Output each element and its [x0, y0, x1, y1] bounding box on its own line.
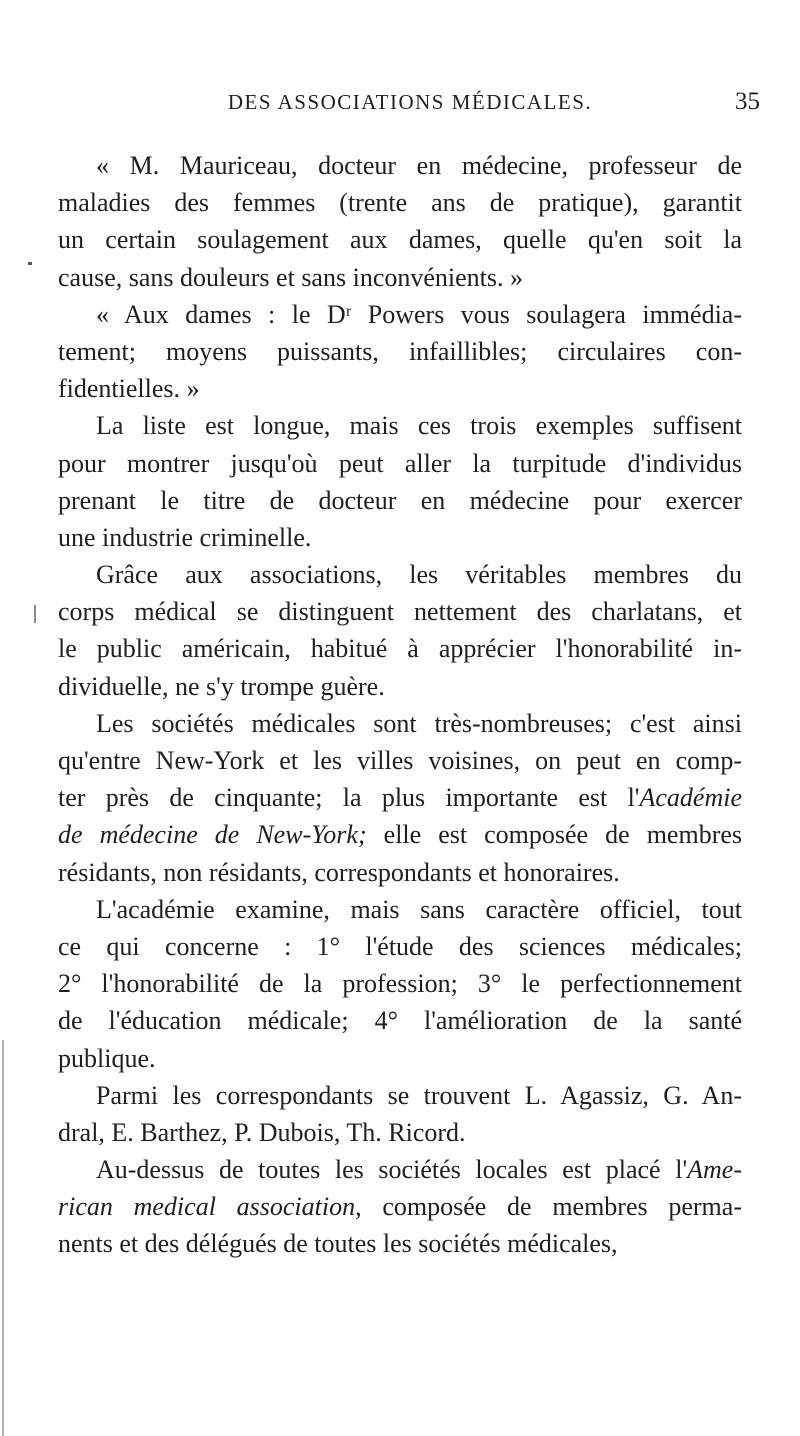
text-run: ce qui concerne : 1° l'étude des sciences médicales;	[58, 931, 742, 961]
text-run: de l'éducation médicale; 4° l'amélioration de la santé	[58, 1006, 742, 1036]
text-line	[58, 370, 742, 407]
running-title: DES ASSOCIATIONS MÉDICALES.	[227, 90, 593, 114]
text-run: Grâce aux associations, les véritables membres du	[96, 560, 742, 590]
text-run: La liste est longue, mais ces trois exemples suffisent	[96, 411, 742, 441]
text-line	[58, 296, 742, 333]
text-run: prenant le titre de docteur en médecine pour exercer	[58, 485, 742, 515]
text-run: elle est composée de membres	[366, 820, 743, 850]
text-run: maladies des femmes (trente ans de pratique), garantit	[58, 188, 742, 218]
text-run: tement; moyens puissants, infaillibles; circulaires con-	[58, 336, 742, 366]
text-line	[58, 705, 742, 742]
italic-run: Académie	[639, 783, 742, 813]
text-line	[58, 147, 742, 184]
text-line	[58, 854, 742, 891]
running-head	[60, 88, 760, 118]
text-run: un certain soulagement aux dames, quelle qu'en soit la	[58, 225, 742, 255]
text-run: cause, sans douleurs et sans inconvénients. »	[58, 262, 524, 292]
text-line	[58, 221, 742, 258]
page-edge-shadow	[2, 1040, 4, 1436]
text-line	[58, 593, 742, 630]
text-line	[58, 445, 742, 482]
text-run: résidants, non résidants, correspondants et honoraires.	[58, 857, 620, 887]
text-run: publique.	[58, 1043, 156, 1073]
text-line	[58, 891, 742, 928]
text-run: dividuelle, ne s'y trompe guère.	[58, 671, 385, 701]
text-run: « Aux dames : le Dʳ Powers vous soulagera immédia-	[96, 299, 742, 329]
text-run: , composée de membres perma-	[355, 1192, 742, 1222]
italic-run: rican medical association	[58, 1192, 356, 1222]
text-line	[58, 668, 742, 705]
text-run: nents et des délégués de toutes les sociétés médicales,	[58, 1229, 618, 1259]
ink-speck	[28, 262, 32, 265]
text-line	[58, 928, 742, 965]
text-run: Parmi les correspondants se trouvent L. Agassiz, G. An-	[96, 1080, 742, 1110]
text-run: qu'entre New-York et les villes voisines, on peut en comp-	[58, 746, 742, 775]
text-line	[58, 482, 742, 519]
text-line	[58, 1077, 742, 1114]
text-run: une industrie criminelle.	[58, 522, 312, 552]
text-line	[58, 965, 742, 1002]
text-line	[58, 630, 742, 667]
page-number: 35	[735, 88, 760, 115]
text-line	[58, 184, 742, 221]
text-line	[58, 1225, 742, 1262]
text-run: « M. Mauriceau, docteur en médecine, professeur de	[96, 151, 742, 180]
text-line	[58, 779, 742, 816]
text-line	[58, 1188, 742, 1225]
text-line	[58, 742, 742, 779]
margin-mark	[34, 605, 36, 623]
text-line	[58, 816, 742, 853]
text-line	[58, 259, 742, 296]
text-run: fidentielles. »	[58, 374, 200, 404]
italic-run: de médecine de New-York;	[58, 820, 367, 850]
italic-run: Ame-	[687, 1155, 742, 1185]
body-text	[58, 147, 742, 1263]
text-run: L'académie examine, mais sans caractère officiel, tout	[96, 894, 742, 924]
text-run: corps médical se distinguent nettement des charlatans, et	[58, 597, 742, 627]
text-run: Au-dessus de toutes les sociétés locales est placé l'	[96, 1155, 688, 1185]
text-line	[58, 333, 742, 370]
text-run: pour montrer jusqu'où peut aller la turpitude d'individus	[58, 448, 742, 478]
text-line	[58, 1114, 742, 1151]
text-line	[58, 1040, 742, 1077]
text-run: dral, E. Barthez, P. Dubois, Th. Ricord.	[58, 1117, 466, 1147]
text-line	[58, 556, 742, 593]
text-run: Les sociétés médicales sont très-nombreuses; c'est ainsi	[96, 708, 742, 738]
text-line	[58, 1002, 742, 1039]
text-run: le public américain, habitué à apprécier l'honorabilité in-	[58, 634, 742, 664]
text-run: 2° l'honorabilité de la profession; 3° le perfectionnement	[58, 969, 742, 999]
text-run: ter près de cinquante; la plus importante est l'	[58, 783, 640, 813]
text-line	[58, 519, 742, 556]
text-line	[58, 407, 742, 444]
text-line	[58, 1151, 742, 1188]
